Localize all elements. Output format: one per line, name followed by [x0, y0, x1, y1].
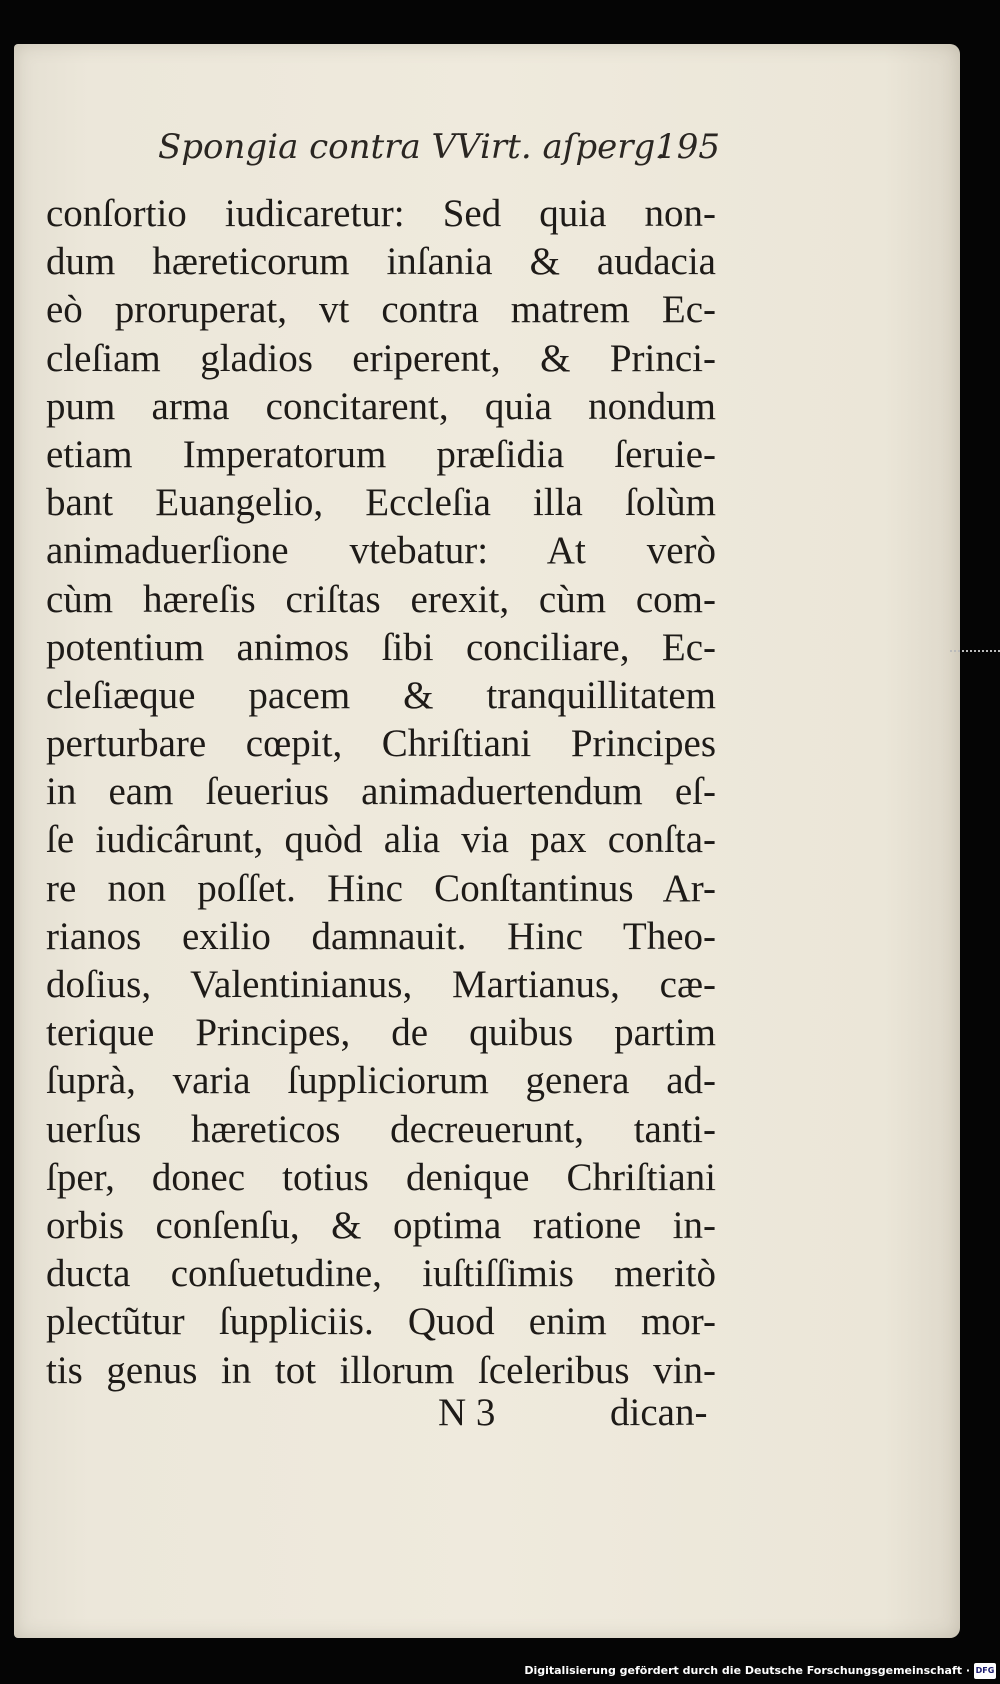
- text-line: ſuprà, varia ſuppliciorum genera ad-: [46, 1059, 716, 1103]
- text-line: rianos exilio damnauit. Hinc Theo-: [46, 914, 716, 958]
- text-line: conſortio iudicaretur: Sed quia non-: [46, 192, 716, 235]
- text-line: terique Principes, de quibus partim: [46, 1011, 716, 1055]
- text-line: eò proruperat, vt contra matrem Ec-: [46, 288, 716, 332]
- text-line: plectũtur ſuppliciis. Quod enim mor-: [46, 1300, 716, 1344]
- text-line: potentium animos ſibi conciliare, Ec-: [46, 625, 716, 669]
- text-line: perturbare cœpit, Chriſtiani Principes: [46, 722, 716, 766]
- text-line: pum arma concitarent, quia nondum: [46, 384, 716, 428]
- text-line: cùm hæreſis criſtas erexit, cùm com-: [46, 577, 716, 621]
- text-line: re non poſſet. Hinc Conſtantinus Ar-: [46, 866, 716, 910]
- text-line: ſe iudicârunt, quòd alia via pax conſta-: [46, 818, 716, 862]
- body-text: [46, 190, 716, 1395]
- credit-bar: [0, 1660, 1000, 1684]
- text-line: bant Euangelio, Eccleſia illa ſolùm: [46, 481, 716, 525]
- text-line: uerſus hæreticos decreuerunt, tanti-: [46, 1107, 716, 1151]
- edge-dotted-rule: [950, 650, 1000, 652]
- text-line: etiam Imperatorum præſidia ſeruie-: [46, 432, 716, 476]
- dfg-logo: DFG: [974, 1663, 996, 1679]
- text-line: animaduerſione vtebatur: At verò: [46, 529, 716, 573]
- signature-mark: N 3: [438, 1391, 496, 1434]
- page-number: 195: [655, 127, 720, 167]
- funding-credit: Digitalisierung gefördert durch die Deutsche Forschungsgemeinschaft ·: [524, 1664, 970, 1677]
- text-line: cleſiæque pacem & tranquillitatem: [46, 673, 716, 717]
- text-line: ducta conſuetudine, iuſtiſſimis meritò: [46, 1252, 716, 1296]
- running-title: Spongia contra VVirt. aſperg.: [158, 127, 667, 167]
- text-line: orbis conſenſu, & optima ratione in-: [46, 1203, 716, 1247]
- text-line: cleſiam gladios eriperent, & Princi-: [46, 336, 716, 380]
- catchword: dican-: [610, 1391, 708, 1434]
- text-line: in eam ſeuerius animaduertendum eſ-: [46, 770, 716, 814]
- text-line: doſius, Valentinianus, Martianus, cæ-: [46, 963, 716, 1006]
- text-line: ſper, donec totius denique Chriſtiani: [46, 1155, 716, 1199]
- page-header: [158, 127, 720, 177]
- text-line: dum hæreticorum inſania & audacia: [46, 240, 716, 284]
- page-footer: [0, 1390, 1000, 1440]
- text-line: tis genus in tot illorum ſceleribus vin-: [46, 1348, 716, 1392]
